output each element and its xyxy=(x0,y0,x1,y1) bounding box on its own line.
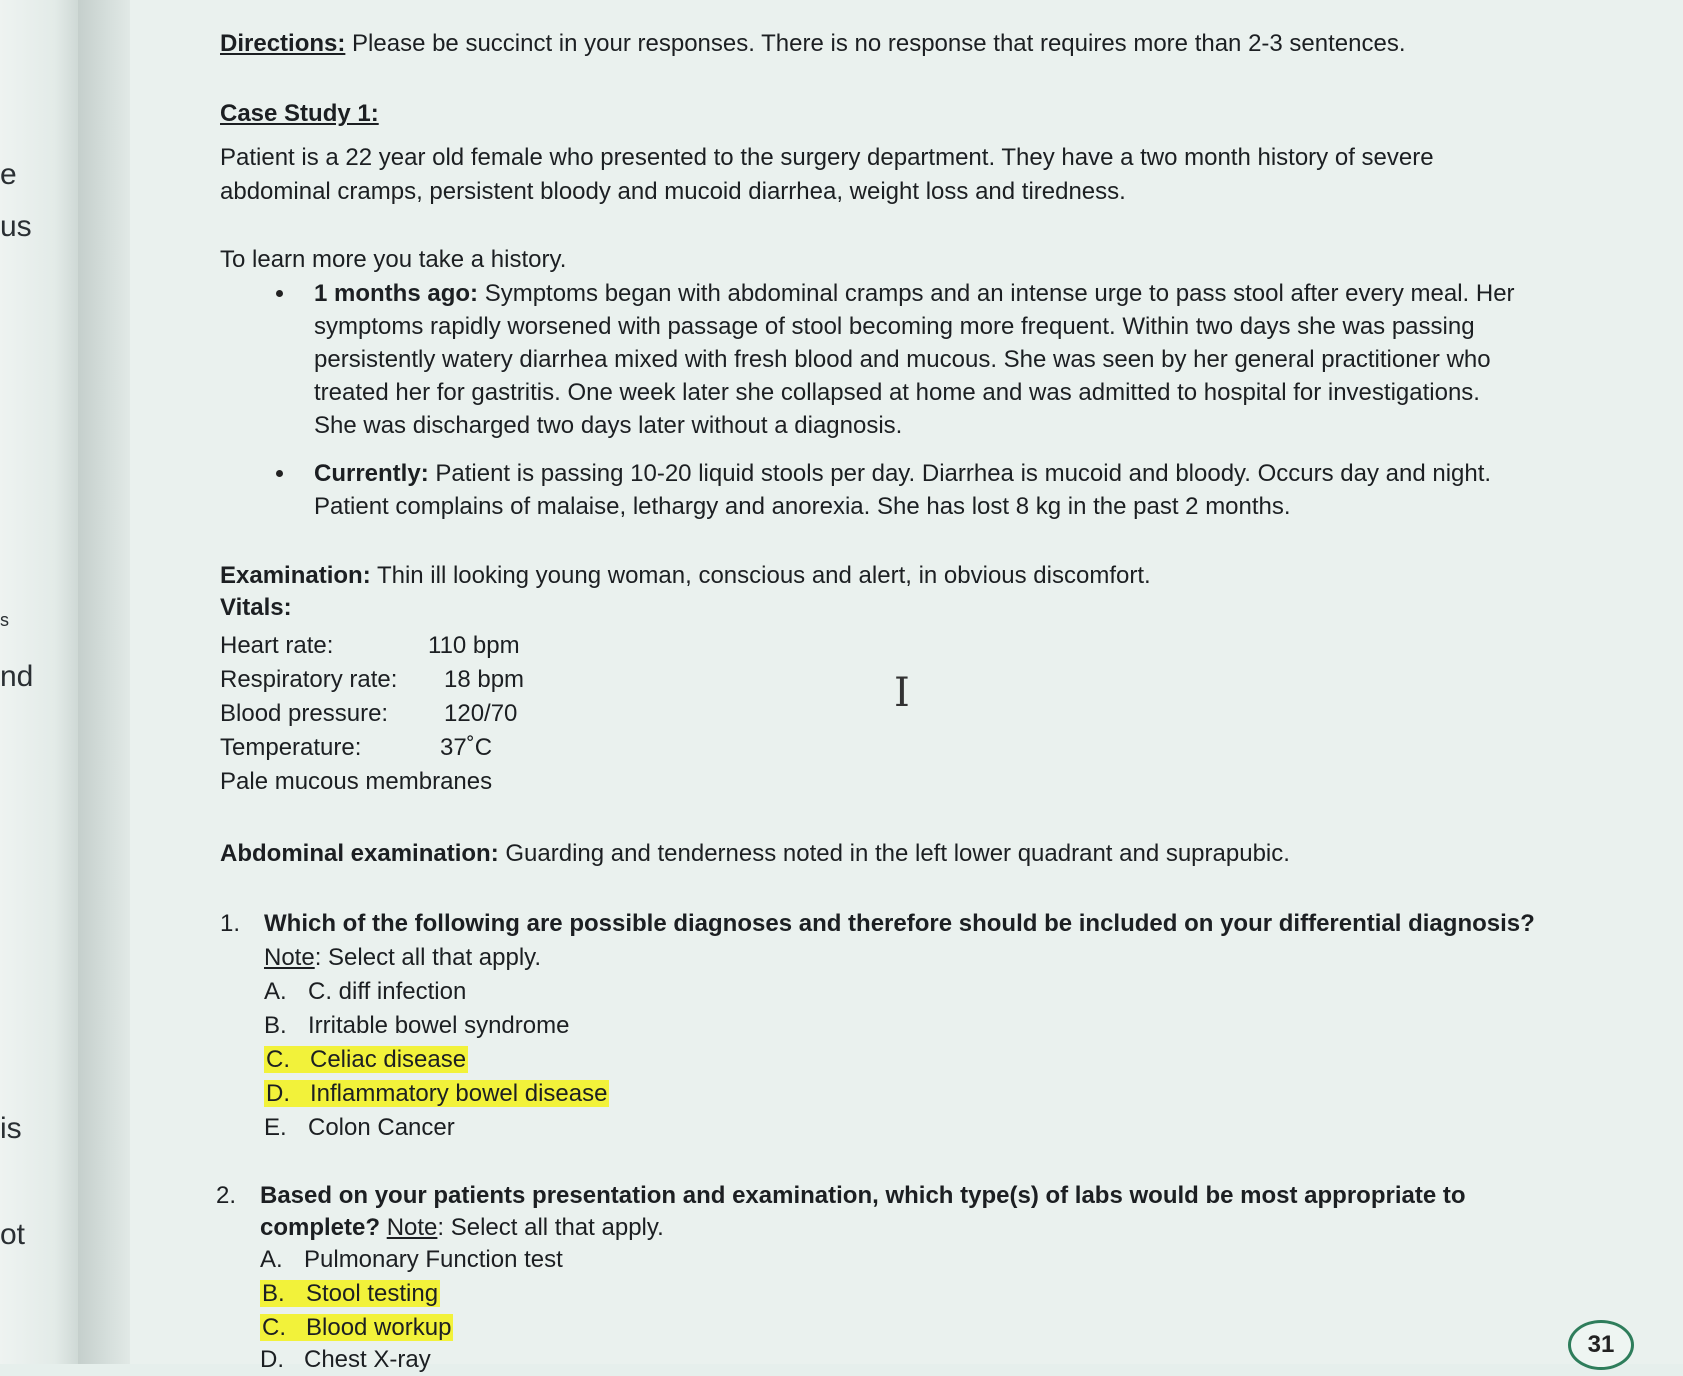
option-letter: D. xyxy=(266,1080,290,1107)
option-text: C. diff infection xyxy=(308,978,467,1005)
question-2-text: Based on your patients presentation and examination, which type(s) of labs would be most appropriate to xyxy=(260,1182,1466,1209)
history-2-label: Currently: xyxy=(314,460,429,487)
vitals-note: Pale mucous membranes xyxy=(220,768,493,795)
option-text: Pulmonary Function test xyxy=(304,1246,563,1273)
question-2-number: 2. xyxy=(216,1182,237,1209)
intro-line-2: abdominal cramps, persistent bloody and mucoid diarrhea, weight loss and tiredness. xyxy=(220,178,1126,205)
option-text: Colon Cancer xyxy=(308,1114,455,1141)
examination-text: Thin ill looking young woman, conscious and alert, in obvious discomfort. xyxy=(376,562,1151,589)
question-1-text: Which of the following are possible diagnoses and therefore should be included on your differential diagnosis? xyxy=(264,910,1535,937)
question-1-number: 1. xyxy=(220,910,241,937)
vital-name: Respiratory rate: xyxy=(220,666,398,693)
note-text: : Select all that apply. xyxy=(437,1214,664,1241)
history-1-line-3: persistently watery diarrhea mixed with fresh blood and mucous. She was seen by her general practitioner who xyxy=(314,346,1491,373)
question-2-text-cont: complete? xyxy=(260,1214,381,1241)
page-number-badge: 31 xyxy=(1568,1320,1634,1370)
directions xyxy=(220,28,1406,60)
abdominal-text: Guarding and tenderness noted in the left lower quadrant and suprapubic. xyxy=(505,840,1290,867)
page-gutter xyxy=(78,0,130,1364)
examination xyxy=(220,560,1151,592)
history-1-line-1 xyxy=(314,278,1515,310)
bullet-icon xyxy=(276,470,283,477)
directions-text: Please be succinct in your responses. There is no response that requires more than 2-3 sentences. xyxy=(352,30,1406,57)
q1-option-d[interactable] xyxy=(264,1078,609,1110)
margin-fragment: nd xyxy=(0,660,34,693)
option-text: Irritable bowel syndrome xyxy=(308,1012,570,1039)
margin-fragment: ot xyxy=(0,1218,26,1251)
note-label: Note xyxy=(264,944,315,971)
margin-fragment: is xyxy=(0,1112,22,1145)
option-letter: A. xyxy=(260,1246,283,1273)
note-text: : Select all that apply. xyxy=(314,944,542,971)
q2-option-d[interactable] xyxy=(260,1344,431,1376)
history-lead: To learn more you take a history. xyxy=(220,246,567,273)
adjacent-page-strip xyxy=(0,0,78,1364)
margin-fragment: e xyxy=(0,158,17,191)
history-1-line-2: symptoms rapidly worsened with passage of stool becoming more frequent. Within two days she was passing xyxy=(314,313,1475,340)
directions-label: Directions: xyxy=(220,30,346,57)
history-1-line-4: treated her for gastritis. One week later she collapsed at home and was admitted to hospital for investigations. xyxy=(314,379,1480,406)
q2-option-a[interactable] xyxy=(260,1244,563,1276)
history-1-label: 1 months ago: xyxy=(314,280,479,307)
history-2-line-2: Patient complains of malaise, lethargy and anorexia. She has lost 8 kg in the past 2 months. xyxy=(314,493,1291,520)
history-1-line-5: She was discharged two days later without a diagnosis. xyxy=(314,412,903,439)
option-letter: C. xyxy=(262,1314,286,1341)
examination-label: Examination: xyxy=(220,562,371,589)
question-1-note xyxy=(264,942,541,974)
option-text-highlighted: Inflammatory bowel disease xyxy=(310,1080,608,1107)
q2-option-b[interactable] xyxy=(260,1278,440,1310)
abdominal-exam xyxy=(220,838,1290,870)
vital-value: 120/70 xyxy=(444,700,518,727)
q2-option-c[interactable] xyxy=(260,1312,453,1344)
case-title: Case Study 1: xyxy=(220,100,379,127)
q1-option-a[interactable] xyxy=(264,976,466,1008)
vital-name: Heart rate: xyxy=(220,632,334,659)
option-letter: E. xyxy=(264,1114,287,1141)
vital-name: Blood pressure: xyxy=(220,700,389,727)
abdominal-label: Abdominal examination: xyxy=(220,840,499,867)
option-text-highlighted: Stool testing xyxy=(306,1280,439,1307)
history-1-text: Symptoms began with abdominal cramps and an intense urge to pass stool after every meal. Her xyxy=(484,280,1515,307)
note-label: Note xyxy=(386,1214,438,1241)
vital-name: Temperature: xyxy=(220,734,362,761)
bullet-icon xyxy=(276,290,283,297)
option-letter: B. xyxy=(264,1012,287,1039)
question-2-line-2 xyxy=(260,1212,664,1244)
q1-option-c[interactable] xyxy=(264,1044,468,1076)
intro-line-1: Patient is a 22 year old female who presented to the surgery department. They have a two month history of severe xyxy=(220,144,1434,171)
option-letter: B. xyxy=(262,1280,285,1307)
history-2-line-1 xyxy=(314,458,1491,490)
q1-option-b[interactable] xyxy=(264,1010,569,1042)
option-text-highlighted: Blood workup xyxy=(306,1314,452,1341)
option-text: Chest X-ray xyxy=(304,1346,431,1373)
text-cursor-icon: I xyxy=(894,670,910,716)
vital-value: 110 bpm xyxy=(428,632,520,659)
vital-value: 37˚C xyxy=(440,734,493,761)
vital-value: 18 bpm xyxy=(444,666,525,693)
option-letter: C. xyxy=(266,1046,290,1073)
history-2-text: Patient is passing 10-20 liquid stools per day. Diarrhea is mucoid and bloody. Occurs day and night. xyxy=(435,460,1492,487)
q1-option-e[interactable] xyxy=(264,1112,455,1144)
vitals-label: Vitals: xyxy=(220,594,292,621)
option-letter: A. xyxy=(264,978,287,1005)
margin-fragment: us xyxy=(0,210,32,243)
margin-fragment: s xyxy=(0,610,9,630)
option-text-highlighted: Celiac disease xyxy=(310,1046,467,1073)
option-letter: D. xyxy=(260,1346,284,1373)
